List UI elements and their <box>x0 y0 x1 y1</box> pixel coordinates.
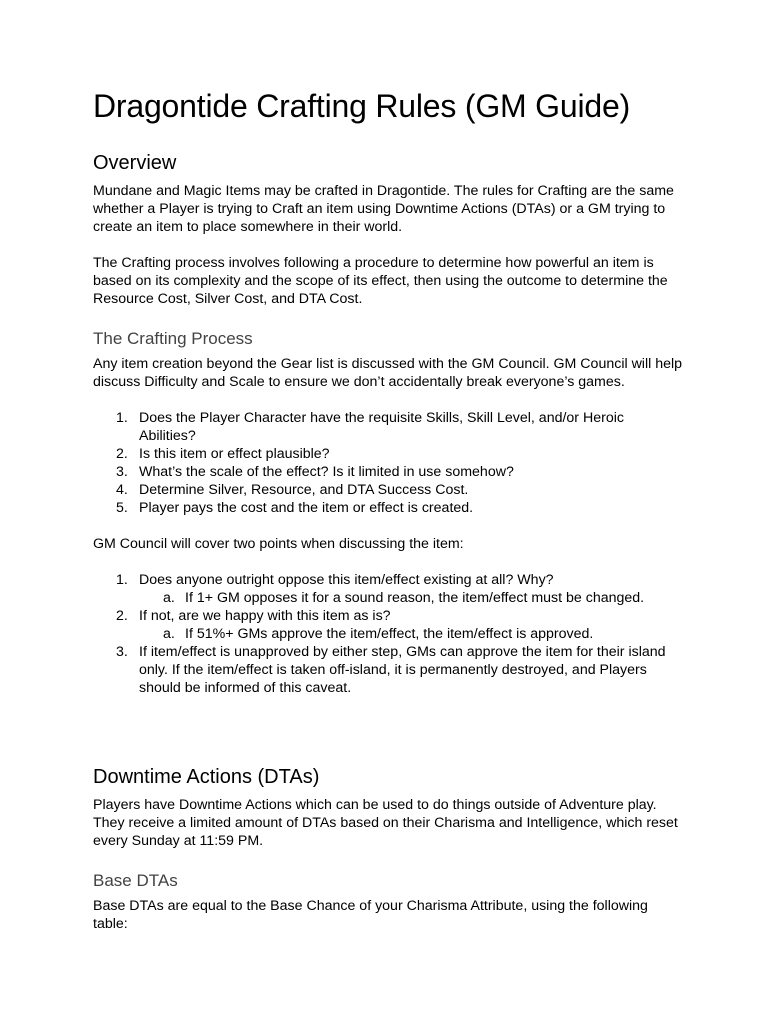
document-content <box>93 86 683 933</box>
base-dtas-paragraph: Base DTAs are equal to the Base Chance of your Charisma Attribute, using the following table: <box>93 898 648 932</box>
overview-paragraph-2: The Crafting process involves following a procedure to determine how powerful an item is based on its complexity and the scope of its effect, then using the outcome to determine the Resource Cost, Silver Cost, and DTA Cost. <box>93 255 668 307</box>
list-number: 3. <box>116 464 128 480</box>
sub-list-item <box>93 625 683 643</box>
list-item <box>93 481 683 499</box>
list-number: 2. <box>116 446 128 462</box>
list-number: 4. <box>116 482 128 498</box>
list-item <box>93 463 683 481</box>
list-item-text: If 1+ GM opposes it for a sound reason, the item/effect must be changed. <box>185 590 645 606</box>
crafting-process-intro: Any item creation beyond the Gear list is discussed with the GM Council. GM Council will help discuss Difficulty and Scale to ensure we don’t accidentally break everyone’s games. <box>93 356 683 390</box>
council-points-list <box>93 571 683 697</box>
list-item <box>93 445 683 463</box>
list-item-text: Is this item or effect plausible? <box>139 446 330 462</box>
downtime-paragraph: Players have Downtime Actions which can be used to do things outside of Adventure play. They receive a limited amount of DTAs based on their Charisma and Intelligence, which reset every Sunday at 11:59 PM. <box>93 797 678 849</box>
base-dtas-heading: Base DTAs <box>93 871 178 890</box>
document-title: Dragontide Crafting Rules (GM Guide) <box>93 88 631 124</box>
list-item <box>93 499 683 517</box>
downtime-heading: Downtime Actions (DTAs) <box>93 766 320 788</box>
overview-heading: Overview <box>93 152 177 174</box>
list-item-text: Player pays the cost and the item or effect is created. <box>139 500 474 516</box>
list-number: 5. <box>116 500 128 516</box>
overview-paragraph-1: Mundane and Magic Items may be crafted in Dragontide. The rules for Crafting are the same whether a Player is trying to Craft an item using Downtime Actions (DTAs) or a GM trying to create an item to place somewhere in their world. <box>93 183 674 235</box>
list-number: 1. <box>116 572 128 588</box>
list-item <box>93 409 683 445</box>
list-item <box>93 643 683 697</box>
list-item <box>93 607 683 625</box>
crafting-steps-list <box>93 409 683 517</box>
list-item-text: Determine Silver, Resource, and DTA Success Cost. <box>139 482 469 498</box>
list-letter: a. <box>163 590 175 606</box>
list-item-text: Does anyone outright oppose this item/effect existing at all? Why? <box>139 572 554 588</box>
crafting-process-heading: The Crafting Process <box>93 329 253 348</box>
list-item-text: If not, are we happy with this item as is? <box>139 608 391 624</box>
list-item <box>93 571 683 589</box>
list-item-text: If 51%+ GMs approve the item/effect, the item/effect is approved. <box>185 626 594 642</box>
list-number: 3. <box>116 644 128 660</box>
list-item-text: Does the Player Character have the requisite Skills, Skill Level, and/or Heroic Abilities? <box>139 410 624 444</box>
list-number: 1. <box>116 410 128 426</box>
list-letter: a. <box>163 626 175 642</box>
list-item-text: What’s the scale of the effect? Is it limited in use somehow? <box>139 464 514 480</box>
council-intro: GM Council will cover two points when discussing the item: <box>93 536 464 552</box>
list-number: 2. <box>116 608 128 624</box>
list-item-text: If item/effect is unapproved by either step, GMs can approve the item for their island only. If the item/effect is taken off-island, it is permanently destroyed, and Players should be informed of this caveat. <box>139 644 666 696</box>
sub-list-item <box>93 589 683 607</box>
